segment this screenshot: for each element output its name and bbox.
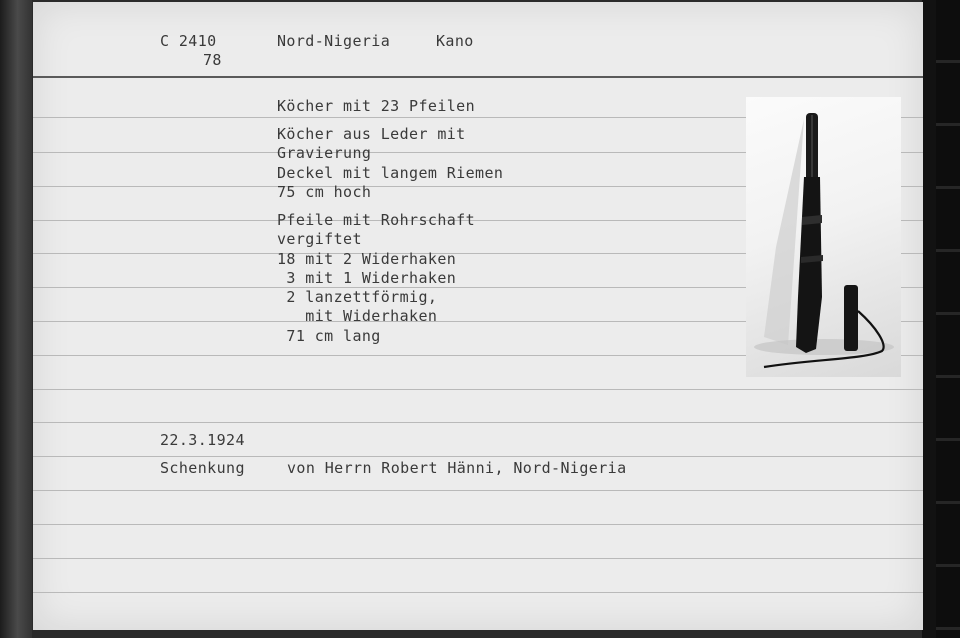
description-line: Deckel mit langem Riemen (277, 164, 504, 182)
left-background-edge (0, 0, 32, 638)
description-line: Pfeile mit Rohrschaft (277, 211, 476, 229)
ruled-line (33, 456, 923, 457)
description-line: 18 mit 2 Widerhaken (277, 250, 457, 268)
description-line: Köcher aus Leder mit (277, 125, 466, 143)
description-line: 2 lanzettförmig, (277, 288, 438, 306)
right-background-edge (922, 0, 960, 638)
ruled-line (33, 558, 923, 559)
place: Kano (436, 32, 474, 50)
description-line: 3 mit 1 Widerhaken (277, 269, 457, 287)
acquisition-date: 22.3.1924 (160, 431, 245, 449)
acquisition-text: von Herrn Robert Hänni, Nord-Nigeria (287, 459, 627, 477)
object-title: Köcher mit 23 Pfeilen (277, 97, 476, 115)
catalog-sub-number: 78 (203, 51, 222, 69)
description-line: 75 cm hoch (277, 183, 372, 201)
ruled-line (33, 422, 923, 423)
ruled-line (33, 592, 923, 593)
object-photo (746, 97, 901, 377)
description-line: Gravierung (277, 144, 372, 162)
ruled-line (33, 490, 923, 491)
catalog-card (33, 2, 923, 630)
acquisition-label: Schenkung (160, 459, 245, 477)
description-line: vergiftet (277, 230, 362, 248)
ruled-line (33, 389, 923, 390)
ruled-line (33, 524, 923, 525)
description-line: 71 cm lang (277, 327, 381, 345)
description-line: mit Widerhaken (277, 307, 438, 325)
quiver-and-arrows-illustration (746, 97, 901, 377)
catalog-number: C 2410 (160, 32, 217, 50)
header-divider (33, 76, 923, 78)
region: Nord-Nigeria (277, 32, 391, 50)
